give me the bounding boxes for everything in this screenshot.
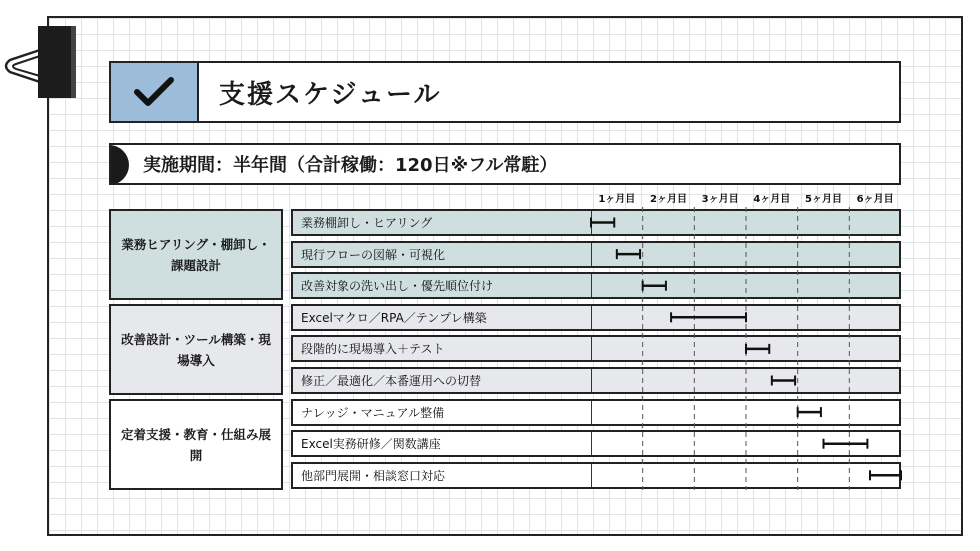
task-row (291, 367, 901, 394)
task-label: 業務棚卸し・ヒアリング (301, 216, 433, 230)
binder-clip-icon (0, 20, 80, 104)
checkmark-icon (131, 74, 177, 110)
month-label: 4ヶ月目 (753, 194, 791, 205)
task-row (291, 209, 901, 236)
month-label: 2ヶ月目 (650, 194, 687, 205)
task-divider (591, 432, 592, 455)
month-label: 3ヶ月目 (701, 194, 739, 205)
phase-group-label: 業務ヒアリング・棚卸し・課題設計 (121, 236, 271, 273)
task-divider (591, 337, 592, 360)
month-label: 6ヶ月目 (856, 194, 894, 205)
task-divider (591, 401, 592, 424)
task-row (291, 462, 901, 489)
phase-group-3 (109, 399, 283, 490)
task-label: Excel実務研修／関数講座 (301, 437, 441, 452)
title-check-badge (111, 63, 199, 121)
task-divider (591, 274, 592, 297)
task-label: Excelマクロ／RPA／テンプレ構築 (301, 310, 487, 325)
task-divider (591, 369, 592, 392)
phase-group-label: 定着支援・教育・仕組み展開 (120, 426, 271, 463)
task-label: 修正／最適化／本番運用への切替 (301, 374, 482, 388)
phase-group-1 (109, 209, 283, 300)
phase-group-label: 改善設計・ツール構築・現場導入 (121, 331, 271, 368)
period-banner (109, 143, 901, 185)
period-text: 実施期間：半年間（合計稼働：120日※フル常駐） (143, 155, 558, 176)
task-divider (591, 243, 592, 266)
task-label: ナレッジ・マニュアル整備 (301, 405, 445, 420)
task-divider (591, 464, 592, 487)
task-divider (591, 306, 592, 329)
title-banner (109, 61, 901, 123)
task-row (291, 304, 901, 331)
month-label: 5ヶ月目 (805, 194, 842, 205)
task-row (291, 241, 901, 268)
task-row (291, 430, 901, 457)
task-divider (591, 211, 592, 234)
period-tab-marker (109, 145, 129, 185)
task-label: 改善対象の洗い出し・優先順位付け (301, 279, 494, 294)
task-label: 他部門展開・相談窓口対応 (301, 468, 446, 483)
task-row (291, 335, 901, 362)
task-row (291, 399, 901, 426)
page-title: 支援スケジュール (219, 79, 442, 110)
task-label: 段階的に現場導入＋テスト (301, 342, 445, 357)
phase-group-2 (109, 304, 283, 395)
month-label: 1ヶ月目 (598, 194, 636, 205)
task-label: 現行フローの図解・可視化 (301, 247, 446, 262)
task-row (291, 272, 901, 299)
